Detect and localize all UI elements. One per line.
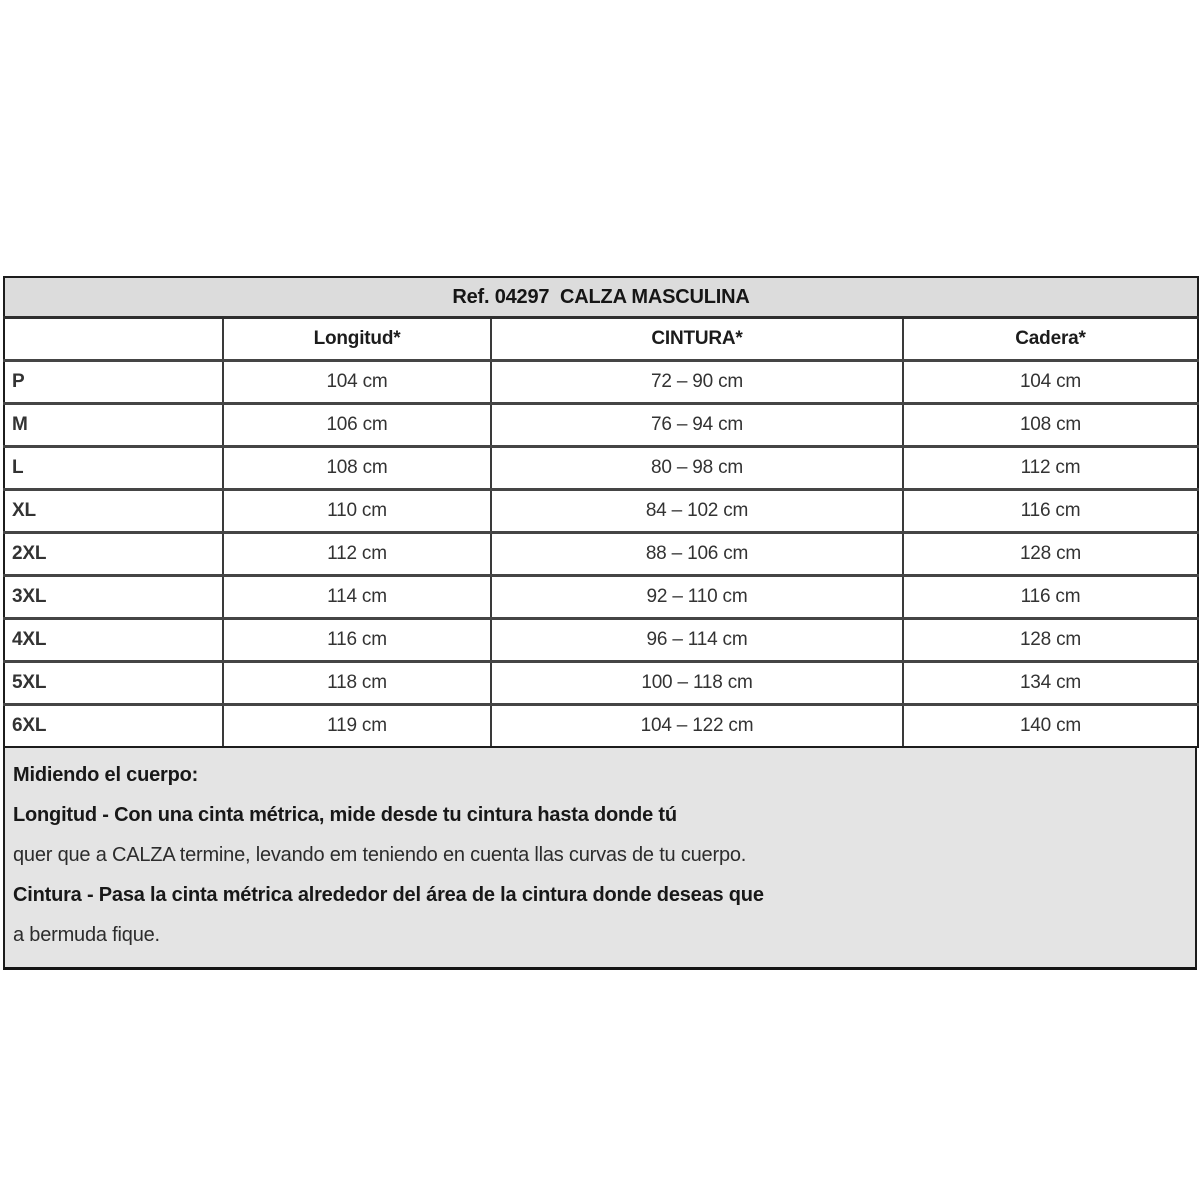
cadera-cell: 116 cm bbox=[903, 576, 1198, 619]
size-cell: 3XL bbox=[4, 576, 223, 619]
table-row bbox=[4, 490, 1198, 533]
longitud-cell: 110 cm bbox=[223, 490, 491, 533]
size-cell: P bbox=[4, 361, 223, 404]
size-cell: M bbox=[4, 404, 223, 447]
cadera-cell: 128 cm bbox=[903, 619, 1198, 662]
cadera-cell: 134 cm bbox=[903, 662, 1198, 705]
header-cintura: CINTURA* bbox=[491, 318, 903, 361]
note-line: quer que a CALZA termine, levando em teniendo en cuenta llas curvas de tu cuerpo. bbox=[13, 844, 747, 866]
longitud-cell: 108 cm bbox=[223, 447, 491, 490]
cintura-cell: 104 – 122 cm bbox=[491, 705, 903, 748]
measuring-notes bbox=[3, 748, 1197, 970]
note-line: Cintura - Pasa la cinta métrica alrededor del área de la cintura donde deseas que bbox=[13, 884, 764, 906]
cintura-cell: 92 – 110 cm bbox=[491, 576, 903, 619]
cintura-cell: 96 – 114 cm bbox=[491, 619, 903, 662]
cintura-cell: 88 – 106 cm bbox=[491, 533, 903, 576]
size-cell: 6XL bbox=[4, 705, 223, 748]
size-cell: 2XL bbox=[4, 533, 223, 576]
note-line: Midiendo el cuerpo: bbox=[13, 764, 199, 786]
header-size bbox=[4, 318, 223, 361]
longitud-cell: 106 cm bbox=[223, 404, 491, 447]
cadera-cell: 108 cm bbox=[903, 404, 1198, 447]
cintura-cell: 72 – 90 cm bbox=[491, 361, 903, 404]
size-cell: 5XL bbox=[4, 662, 223, 705]
table-row bbox=[4, 447, 1198, 490]
title-row bbox=[4, 277, 1198, 318]
table-row bbox=[4, 619, 1198, 662]
cintura-cell: 84 – 102 cm bbox=[491, 490, 903, 533]
cintura-cell: 100 – 118 cm bbox=[491, 662, 903, 705]
cintura-cell: 80 – 98 cm bbox=[491, 447, 903, 490]
cadera-cell: 112 cm bbox=[903, 447, 1198, 490]
size-cell: XL bbox=[4, 490, 223, 533]
header-row bbox=[4, 318, 1198, 361]
header-longitud: Longitud* bbox=[223, 318, 491, 361]
table-row bbox=[4, 705, 1198, 748]
size-cell: 4XL bbox=[4, 619, 223, 662]
cadera-cell: 140 cm bbox=[903, 705, 1198, 748]
note-line: a bermuda fique. bbox=[13, 924, 160, 946]
size-cell: L bbox=[4, 447, 223, 490]
longitud-cell: 112 cm bbox=[223, 533, 491, 576]
table-row bbox=[4, 361, 1198, 404]
table-row bbox=[4, 576, 1198, 619]
table-row bbox=[4, 662, 1198, 705]
size-chart-block bbox=[3, 276, 1197, 970]
table-row bbox=[4, 404, 1198, 447]
table-title: Ref. 04297 CALZA MASCULINA bbox=[4, 277, 1198, 318]
longitud-cell: 116 cm bbox=[223, 619, 491, 662]
cintura-cell: 76 – 94 cm bbox=[491, 404, 903, 447]
cadera-cell: 128 cm bbox=[903, 533, 1198, 576]
longitud-cell: 118 cm bbox=[223, 662, 491, 705]
longitud-cell: 119 cm bbox=[223, 705, 491, 748]
header-cadera: Cadera* bbox=[903, 318, 1198, 361]
longitud-cell: 114 cm bbox=[223, 576, 491, 619]
size-chart-table bbox=[3, 276, 1199, 748]
longitud-cell: 104 cm bbox=[223, 361, 491, 404]
table-row bbox=[4, 533, 1198, 576]
note-line: Longitud - Con una cinta métrica, mide desde tu cintura hasta donde tú bbox=[13, 804, 677, 826]
cadera-cell: 116 cm bbox=[903, 490, 1198, 533]
cadera-cell: 104 cm bbox=[903, 361, 1198, 404]
